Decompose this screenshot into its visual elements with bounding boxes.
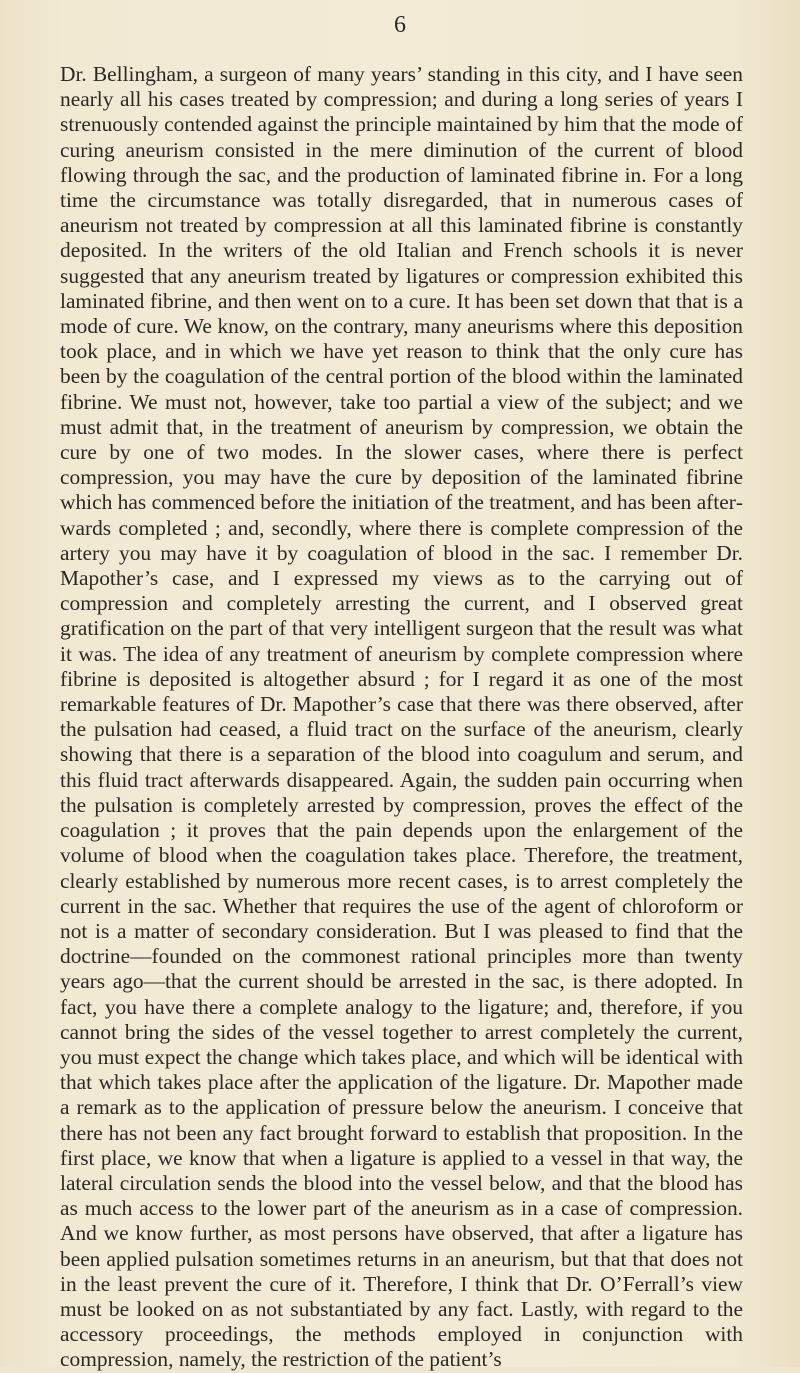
body-paragraph: Dr. Bellingham, a surgeon of many years’ standing in this city, and I have seen nearly all his cases treated by compression; and during a long series of years I strenuously contended against the principle maintained by him that the mode of curing aneurism consisted in the mere diminution of the current of blood flowing through the sac, and the production of laminated fibrine in. For a long time the circumstance was totally disregarded, that in numerous cases of aneurism not treated by compression at all this laminated fibrine is constantly deposited. In the writers of the old Italian and French schools it is never suggested that any aneurism treated by ligatures or compression exhibited this laminated fibrine, and then went on to a cure. It has been set down that that is a mode of cure. We know, on the contrary, many aneurisms where this deposition took place, and in which we have yet reason to think that the only cure has been by the coagulation of the central portion of the blood within the laminated fibrine. We must not, however, take too partial a view of the subject; and we must admit that, in the treatment of aneurism by compression, we obtain the cure by one of two modes. In the slower cases, where there is perfect compression, you may have the cure by deposition of the laminated fibrine which has commenced before the initiation of the treatment, and has been afterwards completed ; and, secondly, where there is complete compression of the artery you may have it by coagulation of blood in the sac. I remember Dr. Mapother’s case, and I expressed my views as to the carrying out of compression and completely arresting the current, and I observed great gratification on the part of that very intelligent surgeon that the result was what it was. The idea of any treatment of aneurism by complete compression where fibrine is deposited is altogether absurd ; for I regard it as one of the most remarkable features of Dr. Mapother’s case that there was there observed, after the pulsation had ceased, a fluid tract on the surface of the aneurism, clearly showing that there is a separation of the blood into coagulum and serum, and this fluid tract afterwards disappeared. Again, the sudden pain occurring when the pulsation is completely arrested by compression, proves the effect of the coagulation ; it proves that the pain depends upon the enlargement of the volume of blood when the coagulation takes place. Therefore, the treatment, clearly established by numerous more recent cases, is to arrest completely the current in the sac. Whether that requires the use of the agent of chloroform or not is a matter of secondary consideration. But I was pleased to find that the doctrine—founded on the commonest rational principles more than twenty years ago—that the current should be arrested in the sac, is there adopted. In fact, you have there a complete analogy to the ligature; and, therefore, if you cannot bring the sides of the vessel together to arrest completely the current, you must expect the change which takes place, and which will be identical with that which takes place after the application of the ligature. Dr. Mapother made a remark as to the application of pressure below the aneurism. I conceive that there has not been any fact brought forward to establish that proposition. In the first place, we know that when a ligature is applied to a vessel in that way, the lateral circulation sends the blood into the vessel below, and that the blood has as much access to the lower part of the aneurism as in a case of compression. And we know further, as most persons have observed, that after a ligature has been applied pulsation sometimes returns in an aneurism, but that that does not in the least prevent the cure of it. Therefore, I think that Dr. O’Ferrall’s view must be looked on as not substantiated by any fact. Lastly, with regard to the accessory proceedings, the methods employed in conjunction with compression, namely, the restriction of the patient’s [60, 62, 743, 1372]
page-number: 6 [394, 12, 406, 38]
